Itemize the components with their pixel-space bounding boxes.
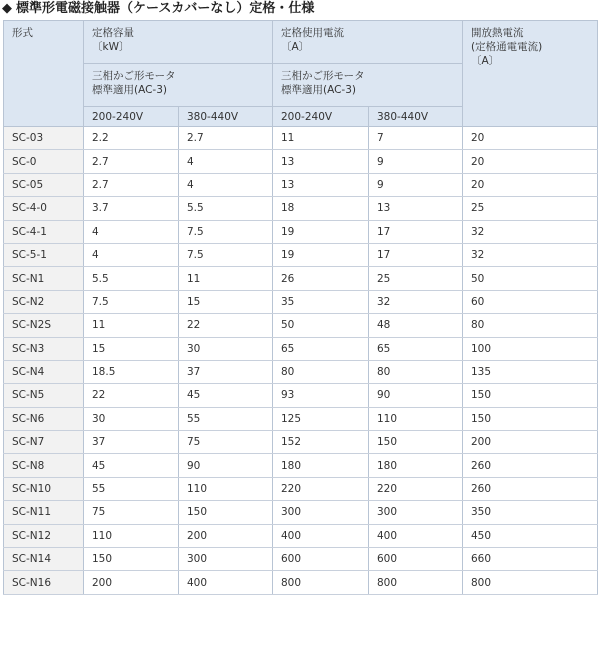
table-row	[4, 431, 598, 454]
cell-type: SC-N10	[4, 477, 84, 500]
cell-kw200: 4	[84, 243, 179, 266]
table-row	[4, 384, 598, 407]
table-row	[4, 267, 598, 290]
table-row	[4, 150, 598, 173]
cell-thermal: 32	[463, 220, 598, 243]
table-row	[4, 173, 598, 196]
cell-a200: 400	[273, 524, 369, 547]
cell-type: SC-4-0	[4, 197, 84, 220]
header-motor-capacity: 三相かご形モータ 標準適用(AC-3)	[84, 64, 273, 107]
cell-kw200: 18.5	[84, 360, 179, 383]
header-v2-current: 380-440V	[369, 107, 463, 127]
cell-a380: 180	[369, 454, 463, 477]
table-row	[4, 220, 598, 243]
cell-kw200: 3.7	[84, 197, 179, 220]
header-capacity: 定格容量 〔kW〕	[84, 21, 273, 64]
cell-a380: 65	[369, 337, 463, 360]
cell-a380: 13	[369, 197, 463, 220]
cell-a200: 26	[273, 267, 369, 290]
table-row	[4, 314, 598, 337]
header-v1-capacity: 200-240V	[84, 107, 179, 127]
table-row	[4, 197, 598, 220]
cell-thermal: 260	[463, 477, 598, 500]
table-body	[4, 127, 598, 595]
cell-kw380: 200	[179, 524, 273, 547]
cell-kw380: 4	[179, 150, 273, 173]
cell-type: SC-0	[4, 150, 84, 173]
cell-a380: 150	[369, 431, 463, 454]
table-row	[4, 477, 598, 500]
cell-type: SC-N12	[4, 524, 84, 547]
cell-kw200: 37	[84, 431, 179, 454]
cell-a380: 25	[369, 267, 463, 290]
cell-type: SC-N5	[4, 384, 84, 407]
cell-kw380: 45	[179, 384, 273, 407]
cell-a200: 800	[273, 571, 369, 594]
cell-type: SC-N2S	[4, 314, 84, 337]
table-row	[4, 290, 598, 313]
cell-kw380: 2.7	[179, 127, 273, 150]
cell-thermal: 80	[463, 314, 598, 337]
cell-a200: 180	[273, 454, 369, 477]
cell-type: SC-5-1	[4, 243, 84, 266]
cell-a380: 32	[369, 290, 463, 313]
cell-a200: 300	[273, 501, 369, 524]
cell-type: SC-N6	[4, 407, 84, 430]
cell-type: SC-N11	[4, 501, 84, 524]
cell-thermal: 60	[463, 290, 598, 313]
cell-type: SC-N7	[4, 431, 84, 454]
table-row	[4, 243, 598, 266]
cell-kw200: 150	[84, 548, 179, 571]
cell-kw200: 22	[84, 384, 179, 407]
cell-kw380: 90	[179, 454, 273, 477]
cell-type: SC-N2	[4, 290, 84, 313]
cell-kw200: 2.7	[84, 173, 179, 196]
table-row	[4, 501, 598, 524]
cell-thermal: 32	[463, 243, 598, 266]
cell-a380: 300	[369, 501, 463, 524]
cell-type: SC-N16	[4, 571, 84, 594]
cell-a200: 19	[273, 220, 369, 243]
cell-kw200: 11	[84, 314, 179, 337]
title-text: 標準形電磁接触器（ケースカバーなし）定格・仕様	[16, 1, 315, 16]
cell-a200: 93	[273, 384, 369, 407]
cell-a380: 400	[369, 524, 463, 547]
cell-thermal: 25	[463, 197, 598, 220]
cell-a200: 600	[273, 548, 369, 571]
cell-kw380: 7.5	[179, 243, 273, 266]
cell-kw380: 30	[179, 337, 273, 360]
cell-thermal: 20	[463, 150, 598, 173]
cell-thermal: 20	[463, 173, 598, 196]
table-row	[4, 571, 598, 594]
cell-thermal: 150	[463, 407, 598, 430]
cell-kw200: 15	[84, 337, 179, 360]
cell-a200: 13	[273, 150, 369, 173]
cell-a200: 220	[273, 477, 369, 500]
cell-kw380: 110	[179, 477, 273, 500]
cell-thermal: 100	[463, 337, 598, 360]
cell-a380: 17	[369, 243, 463, 266]
table-row	[4, 524, 598, 547]
cell-kw200: 2.2	[84, 127, 179, 150]
cell-a200: 152	[273, 431, 369, 454]
cell-type: SC-N4	[4, 360, 84, 383]
header-v1-current: 200-240V	[273, 107, 369, 127]
cell-a200: 13	[273, 173, 369, 196]
cell-a380: 600	[369, 548, 463, 571]
cell-kw200: 45	[84, 454, 179, 477]
cell-kw200: 75	[84, 501, 179, 524]
cell-thermal: 50	[463, 267, 598, 290]
cell-type: SC-N8	[4, 454, 84, 477]
cell-type: SC-03	[4, 127, 84, 150]
cell-type: SC-N3	[4, 337, 84, 360]
cell-thermal: 350	[463, 501, 598, 524]
cell-thermal: 800	[463, 571, 598, 594]
table-row	[4, 337, 598, 360]
header-type: 形式	[4, 21, 84, 127]
table-row	[4, 407, 598, 430]
cell-a380: 800	[369, 571, 463, 594]
cell-a200: 65	[273, 337, 369, 360]
cell-kw380: 300	[179, 548, 273, 571]
spec-table	[3, 20, 598, 595]
cell-a380: 48	[369, 314, 463, 337]
cell-kw200: 7.5	[84, 290, 179, 313]
cell-a200: 80	[273, 360, 369, 383]
table-row	[4, 548, 598, 571]
cell-kw380: 150	[179, 501, 273, 524]
cell-a200: 11	[273, 127, 369, 150]
cell-kw200: 4	[84, 220, 179, 243]
cell-a380: 7	[369, 127, 463, 150]
cell-a380: 110	[369, 407, 463, 430]
cell-a200: 19	[273, 243, 369, 266]
header-motor-current: 三相かご形モータ 標準適用(AC-3)	[273, 64, 463, 107]
cell-type: SC-4-1	[4, 220, 84, 243]
page-title	[2, 0, 314, 18]
cell-kw200: 55	[84, 477, 179, 500]
cell-a380: 9	[369, 173, 463, 196]
table-header	[4, 21, 598, 127]
cell-a380: 17	[369, 220, 463, 243]
cell-thermal: 450	[463, 524, 598, 547]
cell-a380: 90	[369, 384, 463, 407]
cell-thermal: 200	[463, 431, 598, 454]
header-current: 定格使用電流 〔A〕	[273, 21, 463, 64]
cell-kw380: 37	[179, 360, 273, 383]
cell-thermal: 20	[463, 127, 598, 150]
cell-type: SC-N14	[4, 548, 84, 571]
diamond-icon: ◆	[2, 1, 12, 16]
header-v2-capacity: 380-440V	[179, 107, 273, 127]
cell-kw380: 55	[179, 407, 273, 430]
cell-thermal: 260	[463, 454, 598, 477]
cell-kw380: 4	[179, 173, 273, 196]
cell-kw380: 7.5	[179, 220, 273, 243]
cell-kw380: 15	[179, 290, 273, 313]
cell-kw380: 75	[179, 431, 273, 454]
cell-a380: 80	[369, 360, 463, 383]
cell-kw200: 2.7	[84, 150, 179, 173]
cell-a200: 50	[273, 314, 369, 337]
cell-a380: 220	[369, 477, 463, 500]
cell-type: SC-05	[4, 173, 84, 196]
cell-kw380: 11	[179, 267, 273, 290]
cell-a380: 9	[369, 150, 463, 173]
table-row	[4, 454, 598, 477]
cell-thermal: 150	[463, 384, 598, 407]
cell-kw200: 200	[84, 571, 179, 594]
table-row	[4, 360, 598, 383]
cell-a200: 125	[273, 407, 369, 430]
cell-kw380: 5.5	[179, 197, 273, 220]
cell-a200: 35	[273, 290, 369, 313]
header-thermal: 開放熱電流 (定格通電電流) 〔A〕	[463, 21, 598, 127]
cell-kw380: 400	[179, 571, 273, 594]
cell-kw200: 5.5	[84, 267, 179, 290]
table-row	[4, 127, 598, 150]
cell-kw200: 110	[84, 524, 179, 547]
cell-thermal: 660	[463, 548, 598, 571]
cell-kw200: 30	[84, 407, 179, 430]
cell-kw380: 22	[179, 314, 273, 337]
cell-a200: 18	[273, 197, 369, 220]
cell-type: SC-N1	[4, 267, 84, 290]
cell-thermal: 135	[463, 360, 598, 383]
